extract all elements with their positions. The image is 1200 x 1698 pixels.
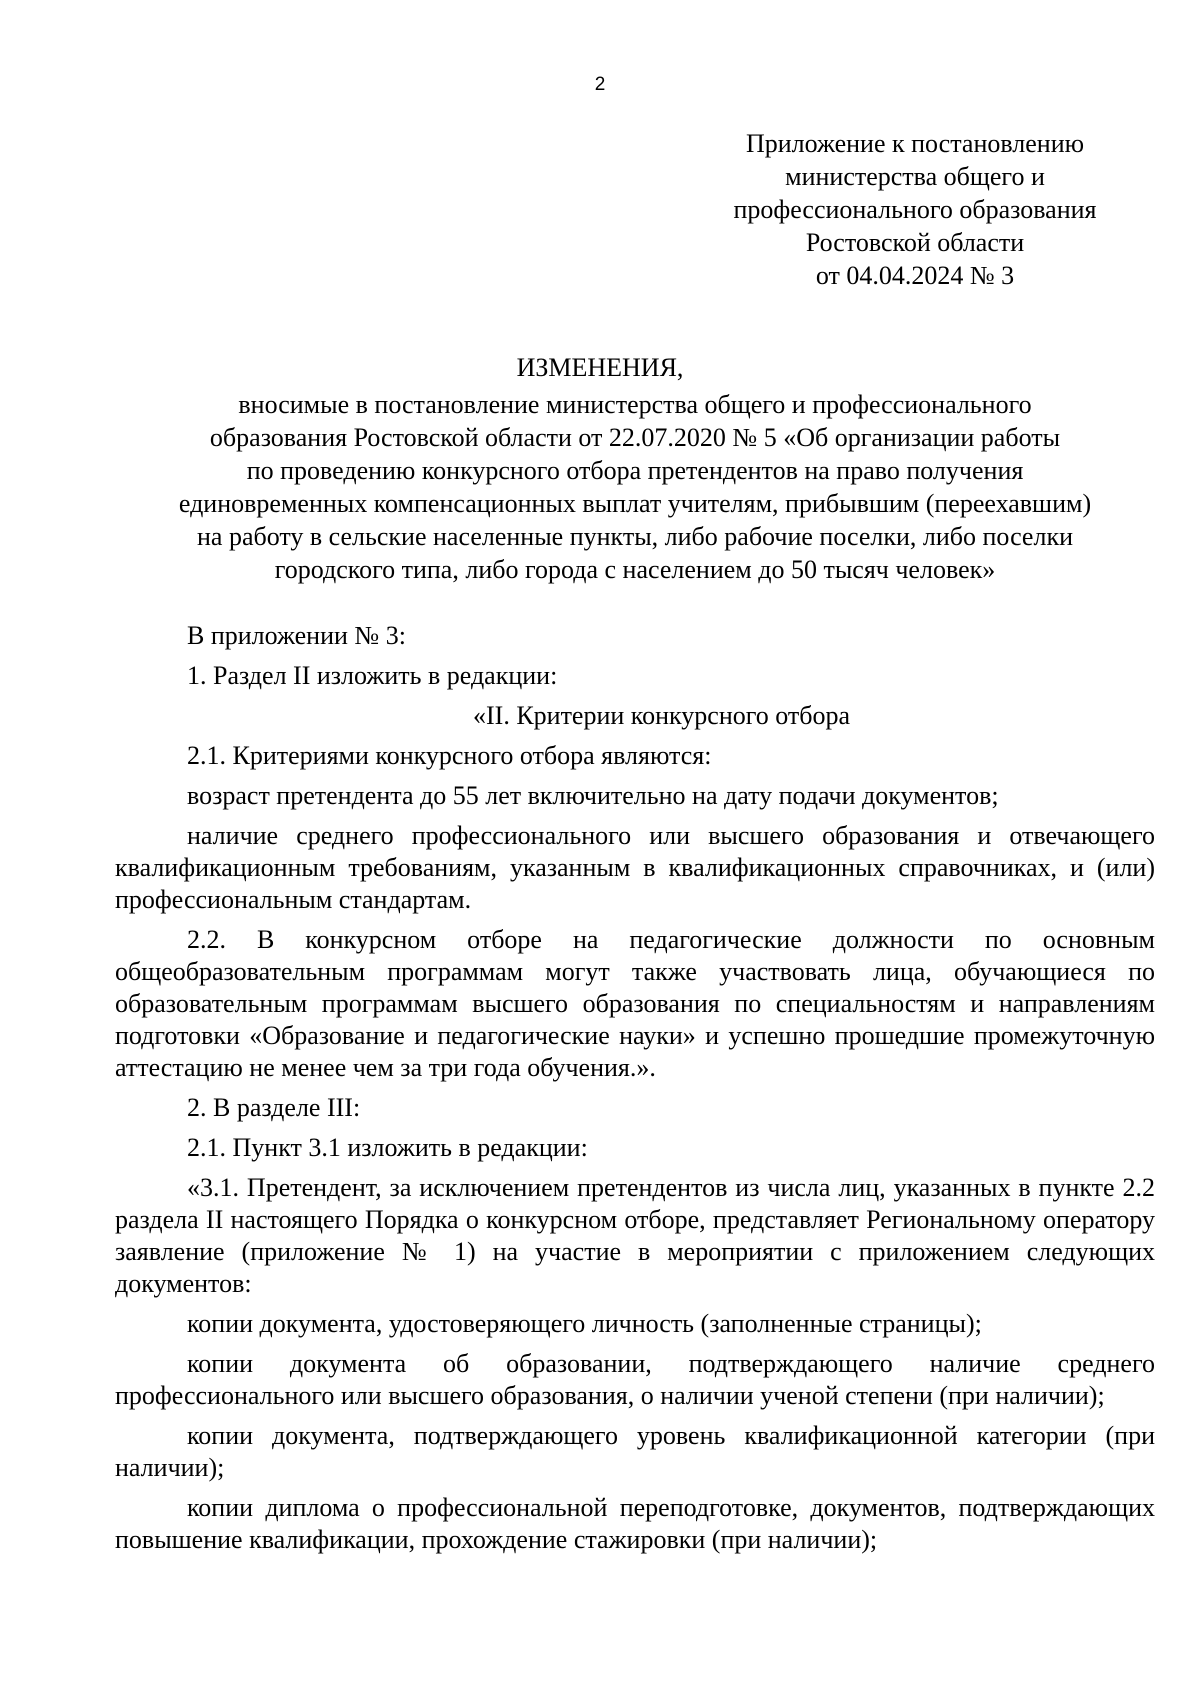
page-number: 2 (594, 74, 606, 95)
paragraph: 2. В разделе III: (187, 1093, 361, 1122)
paragraph: 2.1. Критериями конкурсного отбора являются: (187, 741, 712, 770)
document-subtitle (115, 388, 1155, 586)
subtitle-line: городского типа, либо города с населением до 50 тысяч человек» (274, 555, 996, 584)
paragraph: копии документа, подтверждающего уровень квалификационной категории (при наличии); (115, 1421, 1155, 1482)
document-title: ИЗМЕНЕНИЯ, (516, 353, 684, 382)
paragraph: 2.1. Пункт 3.1 изложить в редакции: (187, 1133, 588, 1162)
paragraph: В приложении № 3: (187, 621, 406, 650)
paragraph: возраст претендента до 55 лет включительно на дату подачи документов; (187, 781, 999, 810)
subtitle-line: единовременных компенсационных выплат учителям, прибывшим (переехавшим) (178, 489, 1092, 518)
subtitle-line: образования Ростовской области от 22.07.2020 № 5 «Об организации работы (209, 423, 1061, 452)
annex-line: профессионального образования (733, 195, 1097, 224)
paragraph: копии документа об образовании, подтверждающего наличие среднего профессионального или высшего образования, о наличии ученой степени (при наличии); (115, 1349, 1155, 1410)
subtitle-line: вносимые в постановление министерства общего и профессионального (238, 390, 1032, 419)
subtitle-line: по проведению конкурсного отбора претендентов на право получения (246, 456, 1024, 485)
paragraph: копии диплома о профессиональной переподготовке, документов, подтверждающих повышение квалификации, прохождение стажировки (при наличии); (115, 1493, 1155, 1554)
annex-header (700, 127, 1130, 292)
paragraph: наличие среднего профессионального или высшего образования и отвечающего квалификационным требованиям, указанным в квалификационных справочниках, и (или) профессиональным стандартам. (115, 821, 1155, 914)
paragraph: копии документа, удостоверяющего личность (заполненные страницы); (187, 1309, 982, 1338)
subtitle-line: на работу в сельские населенные пункты, либо рабочие поселки, либо поселки (196, 522, 1073, 551)
document-body (115, 620, 1155, 1564)
paragraph: 1. Раздел II изложить в редакции: (187, 661, 558, 690)
paragraph: «3.1. Претендент, за исключением претендентов из числа лиц, указанных в пункте 2.2 раздела II настоящего Порядка о конкурсном отборе, представляет Региональному оператору заявление (приложение № 1) на участие в мероприятии с приложением следующих документов: (115, 1173, 1155, 1298)
section-heading: «II. Критерии конкурсного отбора (473, 701, 851, 730)
annex-line: Ростовской области (805, 228, 1025, 257)
annex-line: министерства общего и (785, 162, 1045, 191)
annex-line: от 04.04.2024 № 3 (815, 261, 1015, 290)
paragraph: 2.2. В конкурсном отборе на педагогические должности по основным общеобразовательным программам могут также участвовать лица, обучающиеся по образовательным программам высшего образования по специальностям и направлениям подготовки «Образование и педагогические науки» и успешно прошедшие промежуточную аттестацию не менее чем за три года обучения.». (115, 925, 1155, 1082)
annex-line: Приложение к постановлению (745, 129, 1085, 158)
